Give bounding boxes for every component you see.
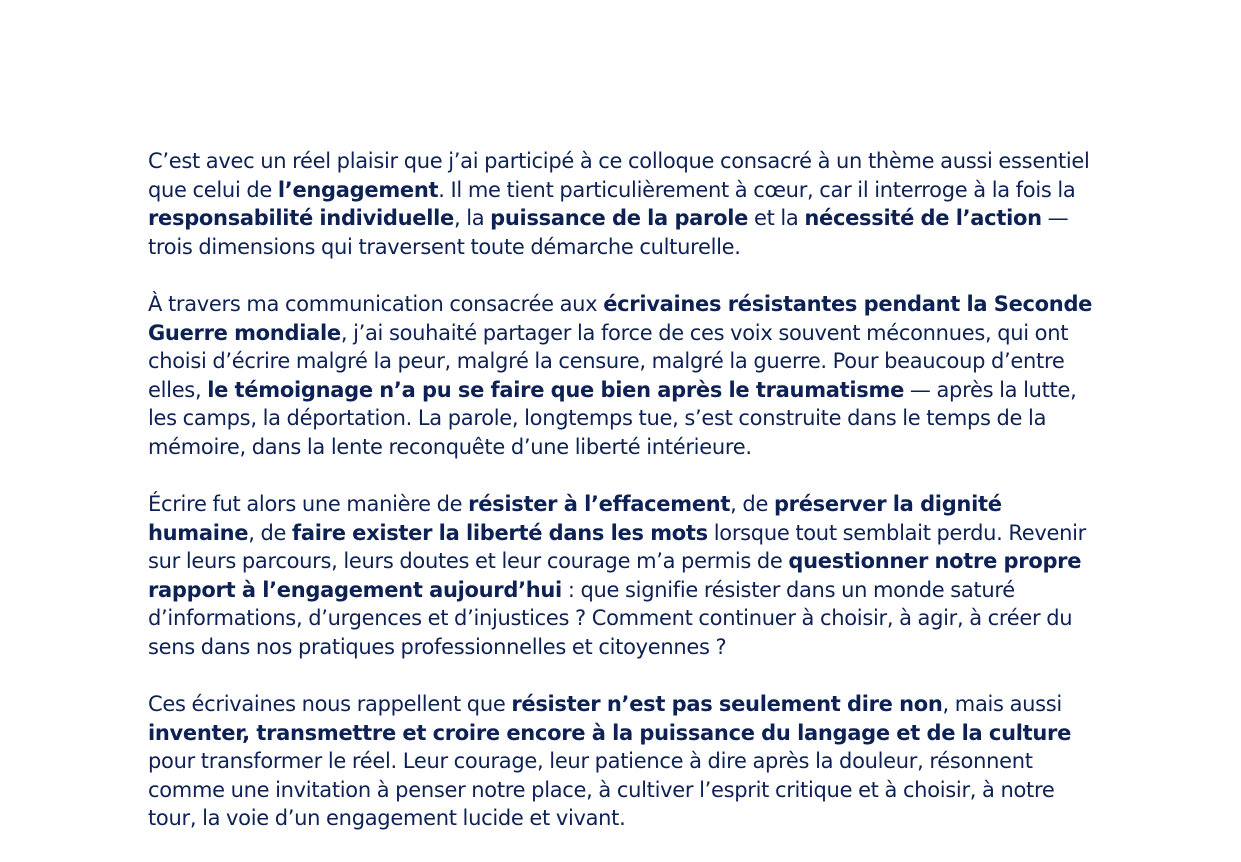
emphasis-segment: résister n’est pas seulement dire non [511, 692, 943, 716]
emphasis-segment: faire exister la liberté dans les mots [292, 520, 708, 545]
emphasis-segment: questionner notre propre rapport à l’engagement aujourd’hui [148, 549, 1082, 602]
emphasis-segment: inventer, transmettre et croire encore à la puissance du langage et de la culture [148, 720, 1072, 745]
emphasis-segment: puissance de la parole [490, 206, 749, 230]
paragraph-4 [148, 690, 1098, 833]
text-segment: Écrire fut alors une manière de [148, 492, 469, 516]
text-segment: pour transformer le réel. Leur courage, leur patience à dire après la douleur, résonnent comme une invitation à penser notre place, à cultiver l’esprit critique et à choisir, à notre tour, la voie d’un engagement lucide et vivant. [148, 749, 1055, 830]
text-segment: : que signifie résister dans un monde saturé d’informations, d’urgences et d’injustices ? Comment continuer à choisir, à agir, à créer du sens dans nos pratiques professionnelles et citoyennes ? [148, 577, 1073, 659]
text-segment: lorsque tout semblait perdu. Revenir sur leurs parcours, leurs doutes et leur courage m’a permis de [148, 520, 1087, 573]
text-segment: , j’ai souhaité partager la force de ces voix souvent méconnues, qui ont choisi d’écrire malgré la peur, malgré la censure, malgré la guerre. Pour beaucoup d’entre elles, [148, 320, 1069, 402]
emphasis-segment: le témoignage n’a pu se faire que bien après le traumatisme [207, 377, 905, 402]
text-segment: . Il me tient particulièrement à cœur, car il interroge à la fois la [438, 177, 1076, 202]
text-segment: C’est avec un réel plaisir que j’ai participé à ce colloque consacré à un thème aussi essentiel que celui de [148, 149, 1090, 202]
text-segment: À travers ma communication consacrée aux [148, 292, 604, 316]
emphasis-segment: préserver la dignité humaine [148, 492, 1002, 545]
emphasis-segment: écrivaines résistantes pendant la Seconde Guerre mondiale [148, 292, 1093, 345]
text-segment: et la [748, 206, 805, 230]
emphasis-segment: résister à l’effacement [468, 492, 731, 516]
paragraph-1 [148, 147, 1098, 261]
paragraph-3 [148, 490, 1098, 661]
document-body [148, 147, 1098, 862]
emphasis-segment: l’engagement [277, 177, 439, 202]
text-segment: Ces écrivaines nous rappellent que [148, 692, 512, 716]
text-segment: — après la lutte, les camps, la déportation. La parole, longtemps tue, s’est construite dans le temps de la mémoire, dans la lente reconquête d’une liberté intérieure. [148, 377, 1077, 459]
emphasis-segment: responsabilité individuelle [148, 206, 454, 230]
text-segment: , la [453, 206, 491, 230]
text-segment: , de [730, 492, 774, 516]
text-segment: , mais aussi [942, 692, 1062, 716]
emphasis-segment: nécessité de l’action [804, 206, 1042, 230]
text-segment: , de [248, 520, 293, 545]
paragraph-2 [148, 290, 1098, 461]
text-segment: — trois dimensions qui traversent toute démarche culturelle. [148, 206, 1069, 259]
